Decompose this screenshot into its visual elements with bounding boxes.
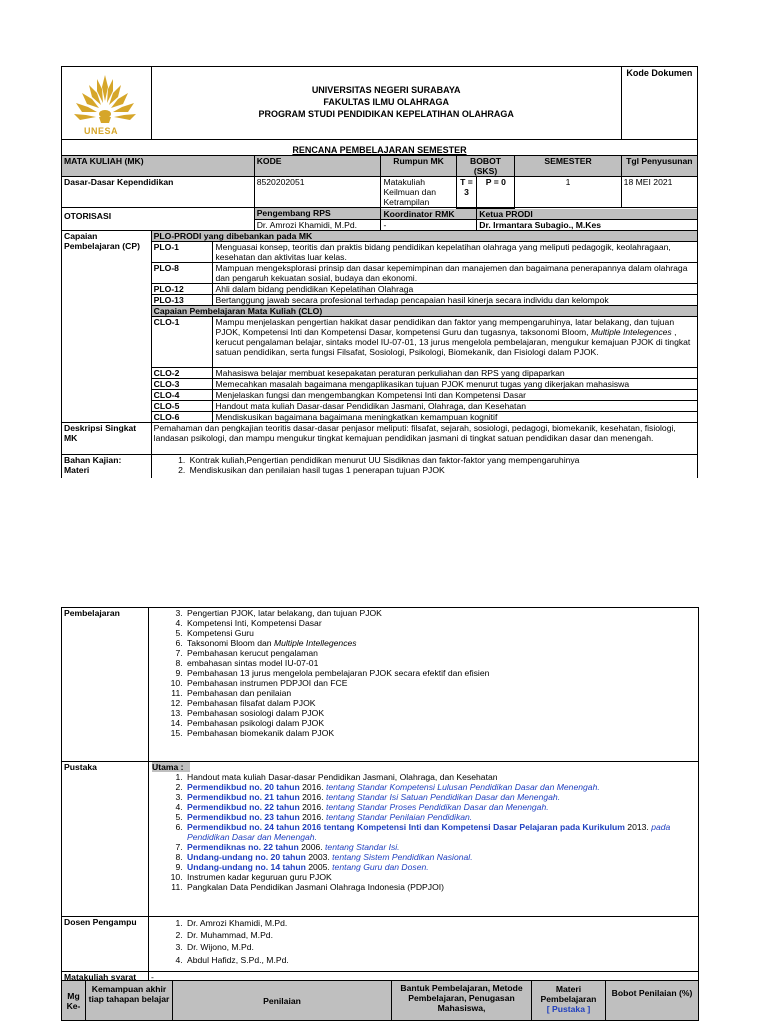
clo-code: CLO-6 [151,411,213,422]
pustaka-label: Pustaka [62,762,149,917]
rps-table-page2 [61,607,699,983]
bahan-item: 2. Mendiskusikan dan penilaian hasil tugas 1 penerapan tujuan PJOK [188,465,697,475]
pustaka-item-year: 2003. [305,852,333,862]
kode-value: 8520202051 [254,177,381,208]
rps-table-page1 [61,66,698,478]
clo-heading: Capaian Pembelajaran Mata Kuliah (CLO) [151,305,697,316]
clo-code: CLO-3 [151,378,213,389]
deskripsi-label: Deskripsi Singkat MK [62,422,152,454]
materi-list [149,608,699,762]
pustaka-item-title: Permendikbud no. 21 tahun [187,792,300,802]
plo-code: PLO-13 [151,294,213,305]
materi-item-italic: Multiple Intellegences [273,638,357,648]
dosen-list [149,917,699,972]
pustaka-item: 1. Handout mata kuliah Dasar-dasar Pendidikan Jasmani, Olahraga, dan Kesehatan [185,772,698,782]
bahan-label [62,454,152,478]
pustaka-item [185,792,698,802]
schedule-header-table [61,980,699,1021]
clo-text [213,316,698,367]
pustaka-item-title: Permendikbud no. 22 tahun [187,802,300,812]
bobot-p-value: P = 0 [477,177,515,208]
clo1-text-c: , kerucut pengalaman belajar, sintaks model IU-07-01, 13 jurus mengelola pembelajaran, mengukur kemajuan PJOK di tingkat satuan pendidikan, serta fungsi Filsafat, Sosiologi, Psikologi, Biomekanik, dan Fisiologi dalam PJOK. [215,326,691,357]
kode-dokumen-label: Kode Dokumen [621,67,697,140]
pustaka-item-title: Permendikbud no. 23 tahun [187,812,300,822]
mk-value: Dasar-Dasar Kependidikan [62,177,255,208]
pustaka-utama-label: Utama : [152,762,190,772]
tgl-value: 18 MEI 2021 [621,177,697,208]
materi-item: 14. Pembahasan psikologi dalam PJOK [185,718,698,728]
institution-header [151,67,621,140]
plo-text: Mampuan mengeksplorasi prinsip dan dasar kepemimpinan dan manajemen dan bagaimana penerapannya dalam olahraga dan pengaruh kekuatan sosial, budaya dan ekonomi. [213,262,698,283]
pustaka-item-year: 2016. [299,792,326,802]
plo-text: Ahli dalam bidang pendidikan Kepelatihan Olahraga [213,283,698,294]
ketua-header: Ketua PRODI [477,208,698,220]
plo-heading: PLO-PRODI yang dibebankan pada MK [151,230,697,241]
clo-text: Memecahkan masalah bagaimana mengaplikasikan tujuan PJOK menurut tugas yang dikerjakan mahasiswa [213,378,698,389]
kode-header: KODE [254,156,381,177]
plo-code: PLO-8 [151,262,213,283]
tgl-header: Tgl Penyusunan [621,156,697,177]
plo-code: PLO-1 [151,241,213,262]
pustaka-cell [149,762,699,917]
pustaka-item-year: 2006. [298,842,326,852]
materi-item: 4. Kompetensi Inti, Kompetensi Dasar [185,618,698,628]
pustaka-item-title: Permendikbud no. 24 tahun 2016 tentang Kompetensi Inti dan Kompetensi Dasar Pelajaran pada Kurikulum [187,822,625,832]
pustaka-item [185,782,698,792]
plo-text: Menguasai konsep, teoritis dan praktis bidang pendidikan kepelatihan olahraga yang meliputi pedagogik, keolahragaan, kesehatan dan aktivitas luar kelas. [213,241,698,262]
col-bobot: Bobot Penilaian (%) [606,981,699,1021]
document-title: RENCANA PEMBELAJARAN SEMESTER [62,140,698,156]
pustaka-item-year: 2016. [299,802,326,812]
plo-text: Bertanggung jawab secara profesional terhadap pencapaian hasil kinerja secara individu dan kelompok [213,294,698,305]
otorisasi-label: OTORISASI [62,208,255,231]
semester-value: 1 [515,177,621,208]
deskripsi-text: Pemahaman dan pengkajian teoritis dasar-dasar penjasor meliputi: filsafat, sejarah, sosiologi, pedagogi, biomekanik, kesehatan, fisiologi, landasan psikologi, dan mampu mengukur tingkat kemajuan pendidikan jasmani di tingkat satuan pendidikan dasar dan menengah. [151,422,697,454]
col-pustaka-label: [ Pustaka ] [546,1004,591,1014]
pustaka-item-year: 2005. [305,862,333,872]
pustaka-item-title: Permendikbud no. 20 tahun [187,782,300,792]
clo-code: CLO-2 [151,367,213,378]
pengembang-value: Dr. Amrozi Khamidi, M.Pd. [254,219,381,230]
university-name: UNIVERSITAS NEGERI SURABAYA [311,85,461,95]
materi-item: 3. Pengertian PJOK, latar belakang, dan tujuan PJOK [185,608,698,618]
koordinator-header: Koordinator RMK [381,208,477,220]
logo-cell [62,67,152,140]
clo1-text-a: Mampu menjelaskan pengertian hakikat dasar pendidikan dan faktor yang mempengaruhinya, latar belakang, dan tujuan PJOK, Kompetensi Inti dan Kompetensi Dasar, kompetensi Guru dan tugasnya, taksonomi Bloom, [215,316,675,337]
pustaka-list [149,772,698,892]
pustaka-item-desc: tentang Standar Penilaian Pendidikan. [325,812,473,822]
pustaka-item [185,802,698,812]
logo-text: UNESA [84,126,119,136]
bobot-t-value: T = 3 [456,177,477,208]
dosen-item: 1. Dr. Amrozi Khamidi, M.Pd. [185,917,698,929]
pustaka-item-desc: tentang Standar Isi. [325,842,400,852]
pustaka-item-desc: tentang Standar Isi Satuan Pendidikan Dasar dan Menengah. [325,792,561,802]
pustaka-item: 11. Pangkalan Data Pendidikan Jasmani Olahraga Indonesia (PDPJOI) [185,882,698,892]
col-kemampuan: Kemampuan akhir tiap tahapan belajar [86,981,173,1021]
clo-text: Handout mata kuliah Dasar-dasar Pendidikan Jasmani, Olahraga, dan Kesehatan [213,400,698,411]
clo-text: Mahasiswa belajar membuat kesepakatan peraturan perkuliahan dan RPS yang dipaparkan [213,367,698,378]
plo-code: PLO-12 [151,283,213,294]
syarat-value: - [149,972,699,983]
clo1-text-italic: Multiple Intelegences [590,326,672,337]
pustaka-item-title: Permendiknas no. 22 tahun [187,842,299,852]
pembelajaran-label: Pembelajaran [62,608,149,762]
dosen-item: 2. Dr. Muhammad, M.Pd. [185,929,698,941]
pustaka-item [185,842,698,852]
clo-code: CLO-1 [151,316,213,367]
pustaka-item [185,862,698,872]
pustaka-utama [149,762,698,772]
col-mg: Mg Ke- [62,981,86,1021]
pustaka-item-desc: tentang Sistem Pendidikan Nasional. [332,852,473,862]
col-materi [532,981,606,1021]
pustaka-item: 10. Instrumen kadar keguruan guru PJOK [185,872,698,882]
materi-item: 10. Pembahasan instrumen PDPJOI dan FCE [185,678,698,688]
pustaka-item-desc: tentang Guru dan Dosen. [332,862,429,872]
mk-header: MATA KULIAH (MK) [62,156,255,177]
pustaka-item-year: 2016. [299,782,326,792]
materi-item: 12. Pembahasan filsafat dalam PJOK [185,698,698,708]
dosen-item: 4. Abdul Hafidz, S.Pd., M.Pd. [185,953,698,967]
koordinator-value: - [381,219,477,230]
dosen-item: 3. Dr. Wijono, M.Pd. [185,941,698,953]
materi-item: 5. Kompetensi Guru [185,628,698,638]
clo-text: Mendiskusikan bagaimana bagaimana meningkatkan kemampuan kognitif [213,411,698,422]
materi-item: 11. Pembahasan dan penilaian [185,688,698,698]
cp-label: Capaian Pembelajaran (CP) [62,230,152,422]
pustaka-item [185,812,698,822]
col-materi-label: Materi Pembelajaran [540,984,597,1004]
ketua-value: Dr. Irmantara Subagio., M.Kes [477,219,698,230]
pustaka-item [185,822,698,842]
pustaka-item-desc: tentang Standar Proses Pendidikan Dasar dan Menengah. [325,802,549,812]
clo-code: CLO-5 [151,400,213,411]
materi-item: 8. embahasan sintas model IU-07-01 [185,658,698,668]
materi-item: 9. Pembahasan 13 jurus mengelola pembelajaran PJOK secara efektif dan efisien [185,668,698,678]
bahan-label-line1: Bahan Kajian: [64,454,122,465]
rumpun-value: Matakuliah Keilmuan dan Ketrampilan [381,177,456,208]
materi-item-text: Taksonomi Bloom dan [187,638,274,648]
materi-item [185,638,698,648]
materi-item: 7. Pembahasan kerucut pengalaman [185,648,698,658]
pustaka-item-year: 2013. [624,822,652,832]
pustaka-item [185,852,698,862]
semester-header: SEMESTER [515,156,621,177]
faculty-name: FAKULTAS ILMU OLAHRAGA [323,97,449,107]
pustaka-item-desc: pada Pendidikan Dasar dan Menengah. [187,822,671,842]
pustaka-item-title: Undang-undang no. 14 tahun [187,862,306,872]
materi-item: 13. Pembahasan sosiologi dalam PJOK [185,708,698,718]
bahan-item: 1. Kontrak kuliah,Pengertian pendidikan menurut UU Sisdiknas dan faktor-faktor yang mempengaruhinya [188,455,697,465]
col-bantuk: Bantuk Pembelajaran, Metode Pembelajaran, Penugasan Mahasiswa, [392,981,532,1021]
clo-text: Menjelaskan fungsi dan mengembangkan Kompetensi Inti dan Kompetensi Dasar [213,389,698,400]
pustaka-item-year: 2016. [299,812,326,822]
bobot-header: BOBOT (SKS) [456,156,515,177]
program-name: PROGRAM STUDI PENDIDIKAN KEPELATIHAN OLAHRAGA [258,109,514,119]
syarat-label: Matakuliah syarat [62,972,149,983]
pustaka-item-title: Undang-undang no. 20 tahun [187,852,306,862]
pengembang-header: Pengembang RPS [254,208,381,220]
materi-item: 15. Pembahasan biomekanik dalam PJOK [185,728,698,738]
rumpun-header: Rumpun MK [381,156,456,177]
pustaka-item-desc: tentang Standar Kompetensi Lulusan Pendidikan Dasar dan Menengah. [325,782,600,792]
bahan-list [151,454,697,478]
clo-code: CLO-4 [151,389,213,400]
dosen-label: Dosen Pengampu [62,917,149,972]
bahan-label-line2: Materi [64,464,90,475]
col-penilaian: Penilaian [173,981,392,1021]
